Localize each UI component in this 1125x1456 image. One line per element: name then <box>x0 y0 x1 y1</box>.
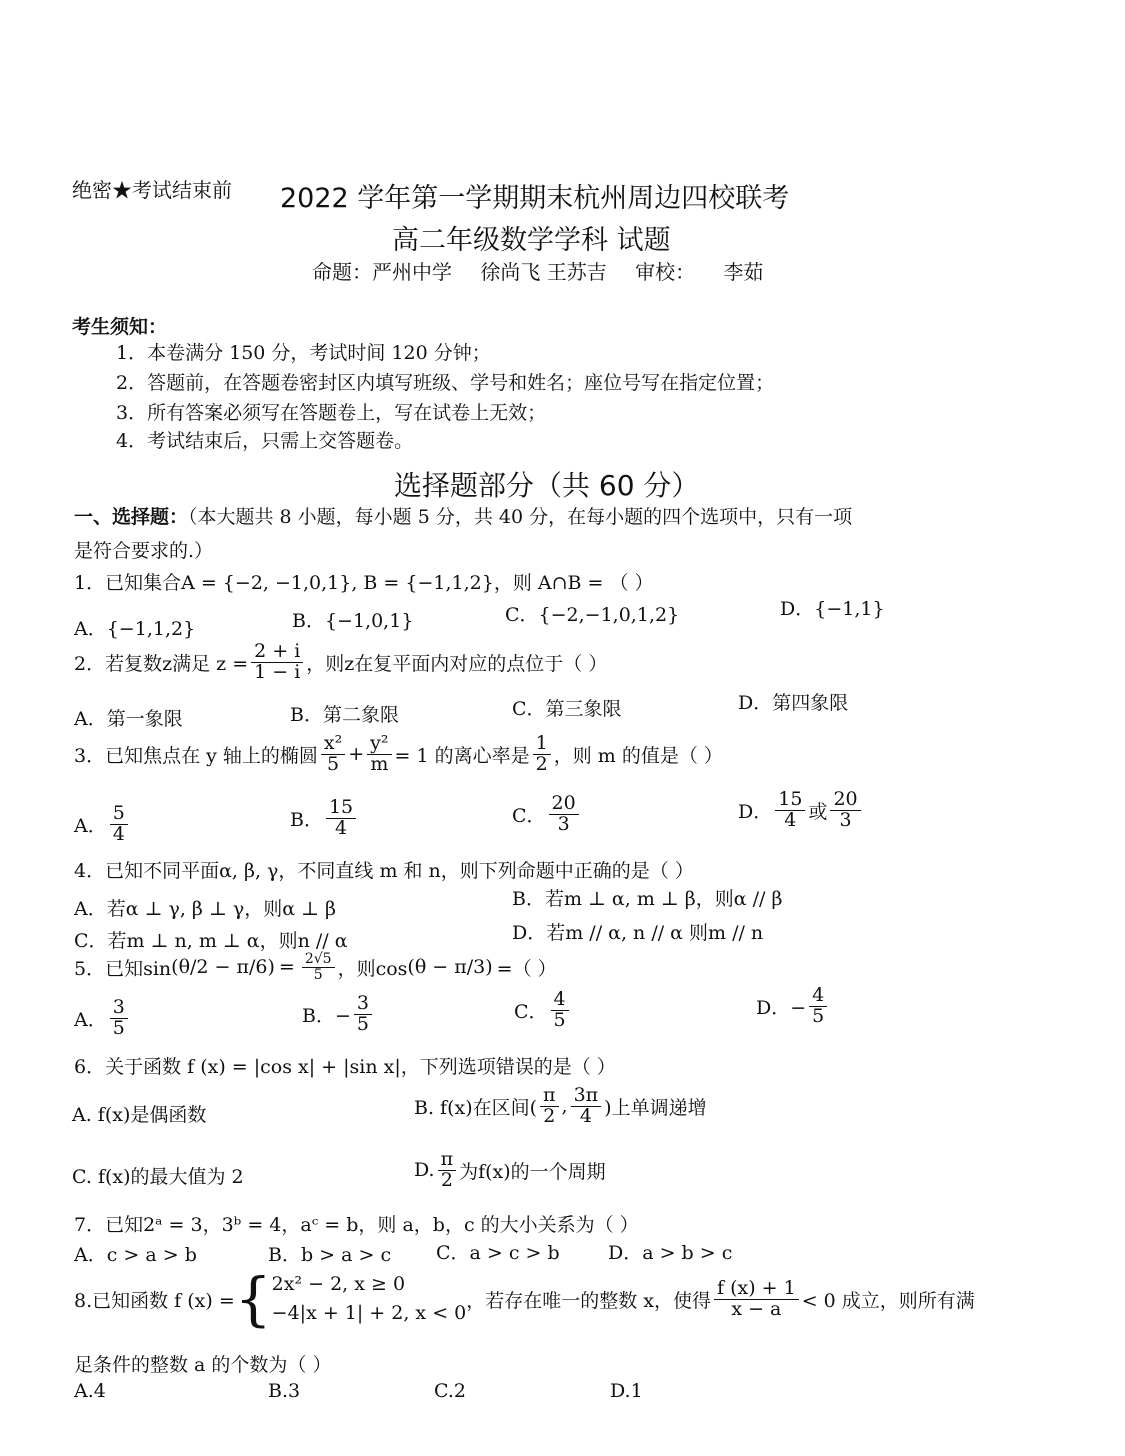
q3-b-den: 4 <box>335 816 348 839</box>
q5-option-a <box>74 998 131 1039</box>
q3-frac-e <box>533 734 551 775</box>
q3-option-c <box>512 794 582 835</box>
q3-plus: + <box>348 743 365 766</box>
q3-b-label: B． <box>290 808 323 831</box>
q3-frac-x-den: 5 <box>327 752 340 775</box>
q5-post: =（ ） <box>496 957 557 980</box>
q5-a-frac <box>110 998 128 1039</box>
q3-d-frac1 <box>775 790 805 831</box>
q7-option-a: A．c > a > b <box>74 1244 197 1266</box>
part-description <box>74 502 852 529</box>
q6-b-num1: π <box>540 1086 559 1107</box>
q6-option-a: A. f(x)是偶函数 <box>72 1104 207 1126</box>
q5-a-den: 5 <box>112 1016 125 1039</box>
q8-case2: −4|x + 1| + 2, x < 0 <box>271 1302 467 1325</box>
confidential-label: 绝密★考试结束前 <box>72 178 232 202</box>
part-desc: （本大题共 8 小题，每小题 5 分，共 40 分，在每小题的四个选项中，只有一项 <box>188 506 853 528</box>
notice-heading: 考生须知： <box>72 316 168 338</box>
q4-option-c: C．若m ⊥ n, m ⊥ α，则n // α <box>74 930 348 952</box>
q2-post: ，则z在复平面内对应的点位于（ ） <box>306 652 608 675</box>
q6-b-pre: B. f(x)在区间( <box>414 1096 538 1119</box>
q7-option-b: B．b > a > c <box>268 1244 392 1266</box>
question-7-stem: 7．已知2ᵃ = 3，3ᵇ = 4，aᶜ = b，则 a，b，c 的大小关系为（ ） <box>74 1214 639 1236</box>
notice-item: 1．本卷满分 150 分，考试时间 120 分钟； <box>116 342 491 364</box>
q5-option-c <box>514 990 572 1031</box>
q5-arg1: (θ/2 − π/6) <box>171 956 275 979</box>
q3-c-num: 20 <box>549 794 579 815</box>
q3-frac-y <box>367 734 391 775</box>
q3-b-num: 15 <box>326 798 356 819</box>
q6-b-frac1 <box>540 1086 559 1127</box>
q2-fraction <box>251 642 303 683</box>
question-5-stem <box>74 952 557 982</box>
notice-item: 4．考试结束后，只需上交答题卷。 <box>116 430 414 452</box>
q3-option-b <box>290 798 359 839</box>
q3-frac-e-den: 2 <box>535 752 548 775</box>
q1-option-a: A．{−1,1,2} <box>74 618 196 640</box>
q2-frac-num: 2 + i <box>251 642 303 663</box>
question-8-cont: 足条件的整数 a 的个数为（ ） <box>74 1354 332 1376</box>
q5-d-frac <box>809 986 827 1027</box>
q6-d-num: π <box>438 1150 457 1171</box>
q3-d-label: D． <box>738 800 773 823</box>
q5-c-num: 4 <box>551 990 569 1011</box>
q7-option-d: D．a > b > c <box>608 1242 733 1264</box>
q2-frac-den: 1 − i <box>254 660 301 683</box>
q6-b-frac2 <box>571 1086 602 1127</box>
q5-b-den: 5 <box>356 1012 369 1035</box>
q3-option-d <box>738 790 864 831</box>
q5-value-den: 5 <box>313 966 323 983</box>
q3-d-den2: 3 <box>839 808 852 831</box>
q6-d-frac <box>438 1150 457 1191</box>
question-2-stem <box>74 642 607 683</box>
piecewise-brace: { <box>234 1265 272 1334</box>
q3-a-num: 5 <box>110 804 128 825</box>
composer-label: 命题：严州中学 <box>312 260 452 284</box>
reviewer: 李茹 <box>723 260 764 284</box>
section-title: 选择题部分（共 60 分） <box>394 469 700 502</box>
q3-frac-y-num: y² <box>367 734 391 755</box>
q6-b-den1: 2 <box>543 1104 556 1127</box>
q5-value-num: 2√5 <box>302 952 335 968</box>
q8-mid: ，若存在唯一的整数 x，使得 <box>466 1289 712 1312</box>
q5-a-num: 3 <box>110 998 128 1019</box>
reviewer-label: 审校： <box>635 260 696 284</box>
q8-option-d: D.1 <box>610 1380 643 1402</box>
q8-frac-num: f (x) + 1 <box>714 1279 799 1300</box>
q5-arg2: (θ − π/3) <box>407 956 493 979</box>
q8-frac <box>714 1279 799 1320</box>
part-label: 一、选择题： <box>74 506 189 528</box>
q3-d-or: 或 <box>808 800 828 823</box>
q3-a-label: A． <box>74 814 107 837</box>
q2-option-a: A．第一象限 <box>74 708 183 730</box>
q3-post: ，则 m 的值是（ ） <box>553 744 723 767</box>
q3-frac-x-num: x² <box>321 734 345 755</box>
q5-option-d <box>756 986 830 1027</box>
q3-frac-x <box>321 734 345 775</box>
q3-a-frac <box>110 804 128 845</box>
q5-option-b <box>302 994 375 1035</box>
q5-c-label: C． <box>514 1000 548 1023</box>
q8-option-c: C.2 <box>434 1380 466 1402</box>
credits-line <box>312 256 785 285</box>
q3-c-den: 3 <box>557 812 570 835</box>
q3-eq: = 1 的离心率是 <box>394 744 530 767</box>
q5-a-label: A． <box>74 1008 107 1031</box>
notice-item: 2．答题前，在答题卷密封区内填写班级、学号和姓名；座位号写在指定位置； <box>116 372 775 394</box>
q8-post: < 0 成立，则所有满 <box>801 1289 975 1312</box>
q5-c-frac <box>551 990 569 1031</box>
question-1-stem: 1．已知集合A = {−2, −1,0,1}, B = {−1,1,2}，则 A∩B = （ ） <box>74 572 654 594</box>
piecewise-cases <box>272 1270 467 1329</box>
q5-d-den: 5 <box>812 1004 825 1027</box>
q5-value-frac <box>302 952 335 982</box>
q6-option-b <box>414 1086 707 1127</box>
q5-eq: = <box>278 956 295 979</box>
q6-d-post: 为f(x)的一个周期 <box>459 1160 606 1183</box>
q4-option-a: A．若α ⊥ γ, β ⊥ γ，则α ⊥ β <box>74 898 336 920</box>
composers: 徐尚飞 王苏吉 <box>480 260 607 284</box>
question-6-stem: 6．关于函数 f (x) = |cos x| + |sin x|，下列选项错误的是（ ） <box>74 1056 616 1078</box>
q3-option-a <box>74 804 131 845</box>
q5-pre: 5．已知sin <box>74 957 172 980</box>
q1-option-c: C．{−2,−1,0,1,2} <box>505 604 680 626</box>
exam-title: 2022 学年第一学期期末杭州周边四校联考 <box>280 183 790 214</box>
question-4-stem: 4．已知不同平面α, β, γ，不同直线 m 和 n，则下列命题中正确的是（ ） <box>74 860 694 882</box>
exam-subtitle: 高二年级数学学科 试题 <box>392 225 671 256</box>
q3-b-frac <box>326 798 356 839</box>
q5-mid: ，则cos <box>337 957 408 980</box>
q3-frac-y-den: m <box>370 752 389 775</box>
q3-a-den: 4 <box>112 822 125 845</box>
q7-option-c: C．a > c > b <box>436 1242 560 1264</box>
q5-b-label: B．− <box>302 1004 351 1027</box>
q2-option-d: D．第四象限 <box>738 692 849 714</box>
question-8-stem <box>74 1265 975 1334</box>
q8-case1: 2x² − 2, x ≥ 0 <box>271 1273 406 1295</box>
q3-frac-e-num: 1 <box>533 734 551 755</box>
q6-d-pre: D. <box>414 1159 435 1182</box>
q6-b-comma: , <box>561 1095 568 1118</box>
q6-d-den: 2 <box>440 1168 453 1191</box>
part-description-cont: 是符合要求的.） <box>74 540 214 562</box>
q3-d-frac2 <box>830 790 860 831</box>
q3-d-num1: 15 <box>775 790 805 811</box>
q3-d-den1: 4 <box>784 808 797 831</box>
q5-d-num: 4 <box>809 986 827 1007</box>
q2-option-b: B．第二象限 <box>290 704 399 726</box>
q8-frac-den: x − a <box>731 1297 782 1320</box>
q4-option-d: D．若m // α, n // α 则m // n <box>512 922 764 944</box>
q8-option-b: B.3 <box>268 1380 301 1402</box>
q3-pre: 3．已知焦点在 y 轴上的椭圆 <box>74 744 318 767</box>
q6-option-c: C. f(x)的最大值为 2 <box>72 1166 244 1188</box>
q1-option-d: D．{−1,1} <box>780 598 885 620</box>
q1-option-b: B．{−1,0,1} <box>292 610 414 632</box>
q8-pre: 8.已知函数 f (x) = <box>74 1289 235 1312</box>
q5-b-num: 3 <box>354 994 372 1015</box>
notice-item: 3．所有答案必须写在答题卷上，写在试卷上无效； <box>116 402 547 424</box>
q6-b-num2: 3π <box>571 1086 602 1107</box>
q3-c-frac <box>549 794 579 835</box>
q2-pre: 2．若复数z满足 z = <box>74 652 249 675</box>
q4-option-b: B．若m ⊥ α, m ⊥ β，则α // β <box>512 888 783 910</box>
q5-c-den: 5 <box>553 1008 566 1031</box>
q5-d-label: D．− <box>756 996 807 1019</box>
q6-b-den2: 4 <box>579 1104 592 1127</box>
question-3-stem <box>74 734 723 775</box>
q3-c-label: C． <box>512 804 546 827</box>
q8-option-a: A.4 <box>74 1380 106 1402</box>
q5-b-frac <box>354 994 372 1035</box>
q2-option-c: C．第三象限 <box>512 698 622 720</box>
q6-b-post: )上单调递增 <box>604 1096 707 1119</box>
q3-d-num2: 20 <box>830 790 860 811</box>
q6-option-d <box>414 1150 606 1191</box>
